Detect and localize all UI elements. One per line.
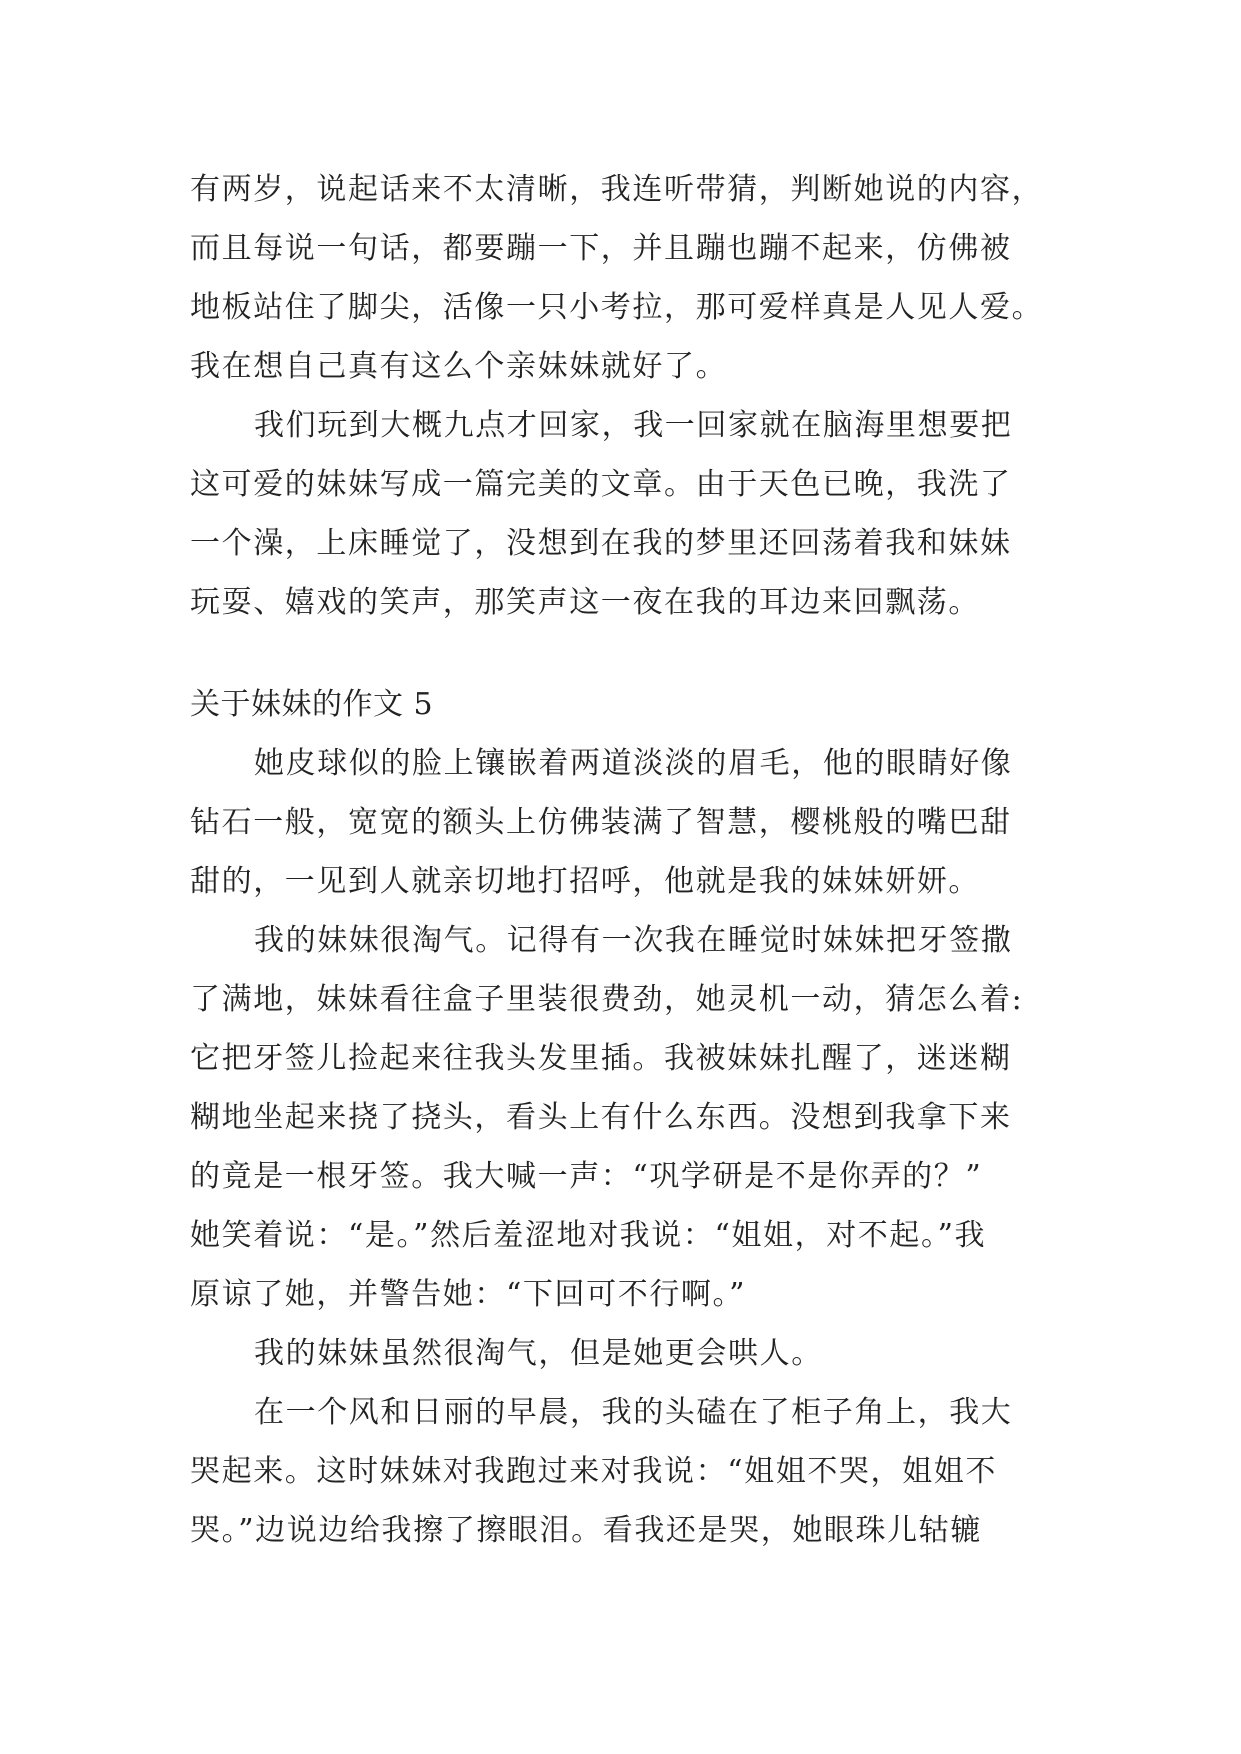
paragraph-2	[190, 396, 1050, 632]
paragraph-line: 玩耍、嬉戏的笑声，那笑声这一夜在我的耳边来回飘荡。	[190, 585, 980, 620]
paragraph-line: 她皮球似的脸上镶嵌着两道淡淡的眉毛，他的眼睛好像	[254, 746, 1013, 781]
essay-section-5	[190, 675, 1050, 1560]
paragraph-3	[190, 1324, 1050, 1383]
paragraph-line: 而且每说一句话，都要蹦一下，并且蹦也蹦不起来，仿佛被	[190, 231, 1012, 266]
paragraph-line: 在一个风和日丽的早晨，我的头磕在了柜子角上，我大	[254, 1395, 1013, 1430]
paragraph-line: 她笑着说：“是。”然后羞涩地对我说：“姐姐，对不起。”我	[190, 1218, 987, 1253]
paragraph-1	[190, 160, 1050, 396]
paragraph-line: 原谅了她，并警告她：“下回可不行啊。”	[190, 1277, 747, 1312]
paragraph-line: 一个澡，上床睡觉了，没想到在我的梦里还回荡着我和妹妹	[190, 526, 1012, 561]
paragraph-line: 我的妹妹虽然很淘气，但是她更会哄人。	[254, 1336, 823, 1371]
paragraph-line: 钻石一般，宽宽的额头上仿佛装满了智慧，樱桃般的嘴巴甜	[190, 805, 1012, 840]
paragraph-line: 糊地坐起来挠了挠头，看头上有什么东西。没想到我拿下来	[190, 1100, 1012, 1135]
paragraph-line: 的竟是一根牙签。我大喊一声：“巩学研是不是你弄的？”	[190, 1159, 983, 1194]
paragraph-line: 哭。”边说边给我擦了擦眼泪。看我还是哭，她眼珠儿轱辘	[190, 1513, 982, 1548]
paragraph-4	[190, 1383, 1050, 1560]
paragraph-line: 地板站住了脚尖，活像一只小考拉，那可爱样真是人见人爱。	[190, 290, 1044, 325]
essay-heading: 关于妹妹的作文 5	[190, 687, 434, 722]
paragraph-line: 我们玩到大概九点才回家，我一回家就在脑海里想要把	[254, 408, 1013, 443]
paragraph-line: 我在想自己真有这么个亲妹妹就好了。	[190, 349, 728, 384]
paragraph-line: 这可爱的妹妹写成一篇完美的文章。由于天色已晚，我洗了	[190, 467, 1012, 502]
paragraph-line: 我的妹妹很淘气。记得有一次我在睡觉时妹妹把牙签撒	[254, 923, 1013, 958]
paragraph-line: 甜的，一见到人就亲切地打招呼，他就是我的妹妹妍妍。	[190, 864, 980, 899]
paragraph-line: 了满地，妹妹看往盒子里装很费劲，她灵机一动，猜怎么着:	[190, 982, 1024, 1017]
paragraph-line: 它把牙签儿捡起来往我头发里插。我被妹妹扎醒了，迷迷糊	[190, 1041, 1012, 1076]
paragraph-line: 有两岁，说起话来不太清晰，我连听带猜，判断她说的内容，	[190, 172, 1044, 207]
essay-section-continued	[190, 160, 1050, 632]
paragraph-2	[190, 911, 1050, 1324]
paragraph-1	[190, 734, 1050, 911]
paragraph-line: 哭起来。这时妹妹对我跑过来对我说：“姐姐不哭，姐姐不	[190, 1454, 997, 1489]
